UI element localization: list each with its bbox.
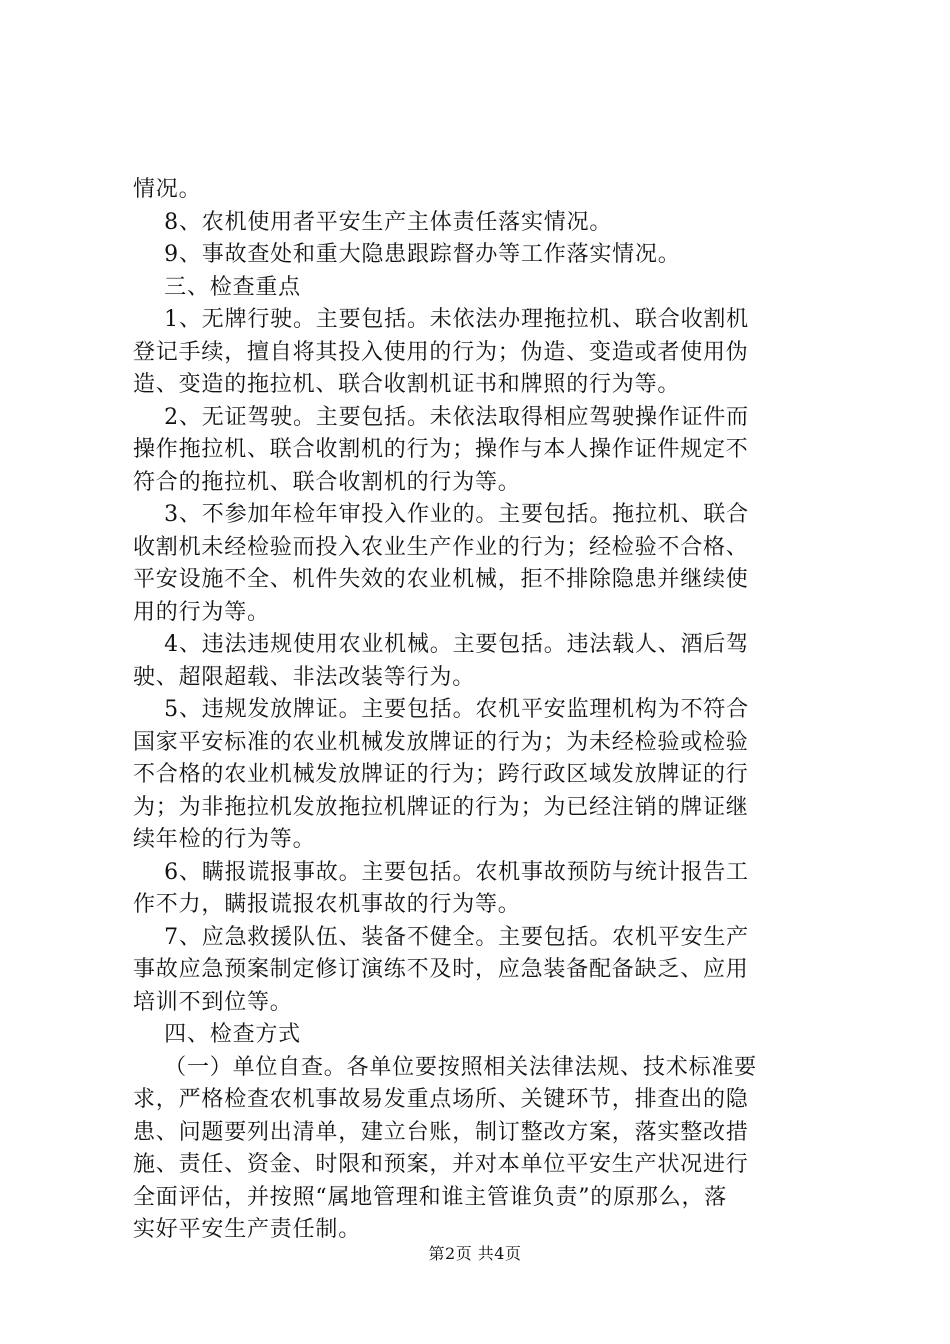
text-line: 情况。 — [133, 177, 202, 202]
text-line: （一）单位自查。各单位要按照相关法律法规、技术标准要 — [133, 1054, 757, 1080]
text-line: 全面评估，并按照“属地管理和谁主管谁负责”的原那么，落 — [133, 1184, 728, 1210]
text-line: 驶、超限超载、非法改装等行为。 — [133, 664, 476, 690]
text-line: 收割机未经检验而投入农业生产作业的行为；经检验不合格、 — [133, 534, 749, 560]
text-line: 造、变造的拖拉机、联合收割机证书和牌照的行为等。 — [133, 372, 681, 397]
text-line: 8、农机使用者平安生产主体责任落实情况。 — [133, 209, 613, 235]
text-line: 实好平安生产责任制。 — [133, 1217, 362, 1242]
text-line: 国家平安标准的农业机械发放牌证的行为；为未经检验或检验 — [133, 729, 749, 755]
text-line: 作不力，瞒报谎报农机事故的行为等。 — [133, 892, 521, 917]
text-line: 4、违法违规使用农业机械。主要包括。违法载人、酒后驾 — [133, 632, 749, 657]
section-heading: 三、检查重点 — [133, 274, 301, 300]
text-line: 7、应急救援队伍、装备不健全。主要包括。农机平安生产 — [133, 924, 749, 950]
text-line: 9、事故查处和重大隐患跟踪督办等工作落实情况。 — [133, 242, 681, 267]
text-line: 培训不到位等。 — [133, 989, 293, 1015]
text-line: 登记手续，擅自将其投入使用的行为；伪造、变造或者使用伪 — [133, 339, 749, 365]
text-line: 5、违规发放牌证。主要包括。农机平安监理机构为不符合 — [133, 697, 749, 722]
text-line: 用的行为等。 — [133, 599, 270, 625]
page-number-label: 第2页 共4页 — [428, 1244, 522, 1263]
text-line: 续年检的行为等。 — [133, 827, 316, 852]
document-body — [133, 174, 833, 1247]
text-line: 不合格的农业机械发放牌证的行为；跨行政区域发放牌证的行 — [133, 762, 749, 787]
text-line: 符合的拖拉机、联合收割机的行为等。 — [133, 469, 521, 495]
text-line: 操作拖拉机、联合收割机的行为；操作与本人操作证件规定不 — [133, 437, 749, 462]
text-line: 3、不参加年检年审投入作业的。主要包括。拖拉机、联合 — [133, 502, 749, 527]
text-line: 求，严格检查农机事故易发重点场所、关键环节，排查出的隐 — [133, 1087, 749, 1112]
text-line: 患、问题要列出清单，建立台账，制订整改方案，落实整改措 — [133, 1119, 749, 1145]
text-line: 2、无证驾驶。主要包括。未依法取得相应驾驶操作证件而 — [133, 404, 749, 430]
section-heading: 四、检查方式 — [133, 1022, 301, 1047]
page-footer — [0, 1244, 950, 1264]
text-line: 事故应急预案制定修订演练不及时，应急装备配备缺乏、应用 — [133, 957, 749, 982]
text-line: 平安设施不全、机件失效的农业机械，拒不排除隐患并继续使 — [133, 567, 749, 592]
text-line: 6、瞒报谎报事故。主要包括。农机事故预防与统计报告工 — [133, 859, 749, 885]
text-line: 施、责任、资金、时限和预案，并对本单位平安生产状况进行 — [133, 1152, 749, 1177]
text-line: 1、无牌行驶。主要包括。未依法办理拖拉机、联合收割机 — [133, 307, 749, 332]
text-line: 为；为非拖拉机发放拖拉机牌证的行为；为已经注销的牌证继 — [133, 794, 749, 820]
